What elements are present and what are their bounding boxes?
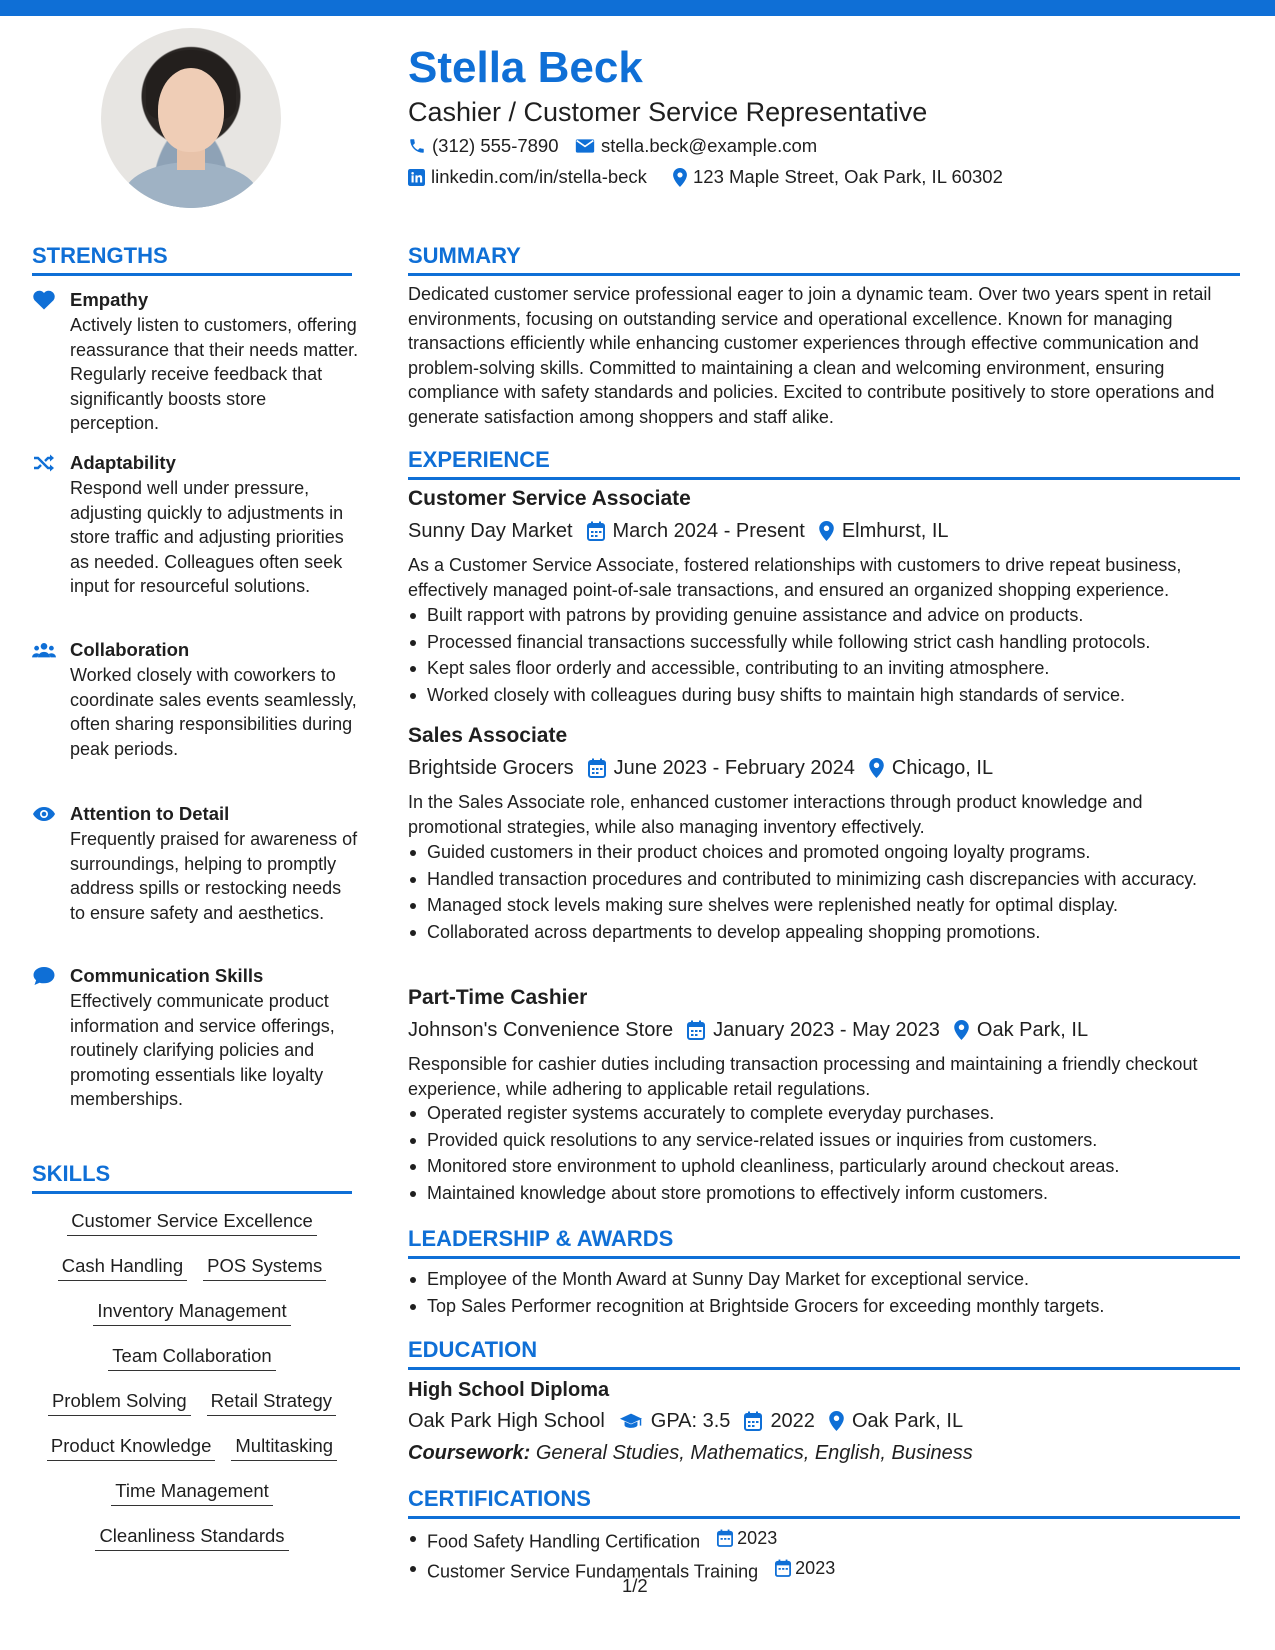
address-text: 123 Maple Street, Oak Park, IL 60302 [693,166,1003,187]
phone-text: (312) 555-7890 [432,135,559,156]
bullet-item: Collaborated across departments to develop appealing shopping promotions. [408,920,1238,945]
certification-year: 2023 [737,1528,778,1548]
education-heading: EDUCATION [408,1337,538,1362]
summary-text: Dedicated customer service professional eager to join a dynamic team. Over two years spent in retail environments, focusing on outstanding service and operational excellence. Known for managing transactions efficiently while enhancing customer experiences through effective communication and problem-solving skills. Committed to maintaining a clean and welcoming environment, ensuring compliance with safety standards and policies. Excited to contribute positively to store operations and generate satisfaction among shoppers and staff alike. [408,284,1215,427]
strength-title: Empathy [70,289,149,310]
skills-row [32,1298,352,1326]
skill-tag: Customer Service Excellence [67,1208,317,1236]
strength-desc: Frequently praised for awareness of surroundings, helping to promptly address spills or restocking needs to ensure safety and aesthetics. [70,829,358,923]
coursework-label: Coursework: [408,1442,531,1464]
skill-tag: POS Systems [203,1253,326,1281]
leadership-rule [408,1256,1240,1259]
heart-icon [32,290,56,310]
page-indicator: 1/2 [622,1575,648,1596]
skills-row [32,1478,352,1506]
education-meta [408,1408,963,1434]
calendar-icon [775,1559,791,1577]
envelope-icon [575,138,595,154]
bullet-item: Employee of the Month Award at Sunny Day Market for exceptional service. [408,1267,1238,1292]
skill-tag: Problem Solving [48,1388,191,1416]
bullet-item: Monitored store environment to uphold cleanliness, particularly around checkout areas. [408,1154,1238,1179]
strength-item [32,802,362,952]
skills-row [32,1208,352,1236]
school-location: Oak Park, IL [851,1410,964,1432]
job-company: Brightside Grocers [408,757,574,779]
location-pin-icon [829,1411,844,1431]
skill-tag: Retail Strategy [207,1388,336,1416]
skill-tag: Product Knowledge [47,1433,215,1461]
bullet-item: Handled transaction procedures and contributed to minimizing cash discrepancies with accuracy. [408,867,1238,892]
job-description: In the Sales Associate role, enhanced customer interactions through product knowledge and promotional strategies, while also managing inventory effectively. [408,792,1143,837]
job-description: Responsible for cashier duties including transaction processing and maintaining a friendly checkout experience, while adhering to applicable retail regulations. [408,1054,1198,1099]
calendar-icon [687,1020,705,1040]
job-title: Customer Service Associate [408,487,691,510]
location-pin-icon [954,1020,969,1040]
leadership-heading: LEADERSHIP & AWARDS [408,1226,674,1251]
skill-tag: Team Collaboration [108,1343,275,1371]
skills-row [32,1523,352,1551]
bullet-item: Top Sales Performer recognition at Brightside Grocers for exceeding monthly targets. [408,1294,1238,1319]
calendar-icon [588,758,606,778]
skills-row [32,1388,352,1416]
location-pin-icon [869,758,884,778]
graduation-year: 2022 [770,1410,815,1432]
degree-title: High School Diploma [408,1379,610,1401]
bullet-item: Kept sales floor orderly and accessible, contributing to an inviting atmosphere. [408,656,1238,681]
bullet-item: Guided customers in their product choices and promoted ongoing loyalty programs. [408,840,1238,865]
strengths-heading: STRENGTHS [32,243,168,268]
location-pin-icon [819,521,834,541]
eye-icon [32,804,56,824]
job-description: As a Customer Service Associate, fostered relationships with customers to drive repeat business, effectively managed point-of-sale transactions, and ensured an organized shopping experience. [408,555,1182,600]
education-rule [408,1367,1240,1370]
skills-heading: SKILLS [32,1161,111,1186]
strength-desc: Respond well under pressure, adjusting quickly to adjustments in store traffic and adjusting priorities as needed. Colleagues often seek input for resourceful solutions. [70,478,344,596]
certification-item [408,1556,1238,1584]
skills-row [32,1433,352,1461]
certifications-heading: CERTIFICATIONS [408,1486,591,1511]
job-title: Sales Associate [408,724,568,747]
skills-row [32,1343,352,1371]
bullet-item: Built rapport with patrons by providing genuine assistance and advice on products. [408,603,1238,628]
certification-date [775,1556,835,1581]
skill-tag: Time Management [111,1478,273,1506]
location-pin-icon [673,168,687,187]
address-contact [673,165,1003,189]
strength-item [32,288,362,438]
skill-tag: Cleanliness Standards [95,1523,288,1551]
strength-item [32,638,362,788]
strengths-rule [32,273,352,276]
candidate-role: Cashier / Customer Service Representative [408,97,928,127]
strength-desc: Effectively communicate product information and service offerings, routinely clarifying policies and promoting essentials like loyalty memberships. [70,991,335,1109]
job-company: Sunny Day Market [408,520,573,542]
shuffle-icon [32,453,56,473]
strength-desc: Worked closely with coworkers to coordinate sales events seamlessly, often sharing responsibilities during peak periods. [70,665,357,759]
job-location: Elmhurst, IL [841,520,949,542]
email-text: stella.beck@example.com [601,135,818,156]
job-meta [408,1017,1088,1043]
calendar-icon [587,521,605,541]
certifications-list [408,1526,1238,1586]
school-name: Oak Park High School [408,1410,605,1432]
skills-row [32,1253,352,1281]
skill-tag: Multitasking [231,1433,337,1461]
strength-item [32,451,362,621]
job-company: Johnson's Convenience Store [408,1019,674,1041]
users-icon [32,640,56,660]
job-dates: June 2023 - February 2024 [613,757,855,779]
certification-item [408,1526,1238,1554]
coursework-text: General Studies, Mathematics, English, Business [535,1442,973,1464]
summary-rule [408,273,1240,276]
strength-title: Collaboration [70,639,190,660]
job-location: Oak Park, IL [976,1019,1089,1041]
calendar-icon [717,1529,733,1547]
job-bullets [408,603,1238,709]
job-dates: January 2023 - May 2023 [713,1019,940,1041]
leadership-bullets [408,1267,1238,1320]
strength-title: Adaptability [70,452,176,473]
coursework-line [408,1440,973,1466]
calendar-icon [744,1411,762,1431]
photo-face [158,68,224,152]
bullet-item: Worked closely with colleagues during busy shifts to maintain high standards of service. [408,683,1238,708]
chat-bubble-icon [32,966,56,986]
job-meta [408,518,949,544]
bullet-item: Operated register systems accurately to complete everyday purchases. [408,1101,1238,1126]
strength-desc: Actively listen to customers, offering reassurance that their needs matter. Regularly receive feedback that significantly boosts store perception. [70,315,359,433]
skill-tag: Inventory Management [93,1298,290,1326]
job-title: Part-Time Cashier [408,986,588,1009]
phone-contact[interactable] [408,134,559,158]
job-location: Chicago, IL [891,757,994,779]
skill-tag: Cash Handling [58,1253,187,1281]
skills-rule [32,1191,352,1194]
bullet-item: Provided quick resolutions to any service-related issues or inquiries from customers. [408,1128,1238,1153]
job-bullets [408,840,1238,946]
job-bullets [408,1101,1238,1207]
bullet-item: Maintained knowledge about store promotions to effectively inform customers. [408,1181,1238,1206]
email-contact[interactable] [575,134,817,158]
certification-name: Food Safety Handling Certification [427,1531,701,1552]
strength-title: Communication Skills [70,965,264,986]
bullet-item: Processed financial transactions successfully while following strict cash handling protocols. [408,630,1238,655]
linkedin-icon [408,169,425,186]
candidate-name: Stella Beck [408,43,643,92]
linkedin-text: linkedin.com/in/stella-beck [431,166,647,187]
job-dates: March 2024 - Present [612,520,805,542]
gpa-text: GPA: 3.5 [650,1410,731,1432]
certification-date [717,1526,777,1551]
graduation-cap-icon [619,1412,643,1430]
phone-icon [408,137,426,155]
bullet-item: Managed stock levels making sure shelves were replenished neatly for optimal display. [408,893,1238,918]
strength-title: Attention to Detail [70,803,230,824]
linkedin-contact[interactable] [408,165,647,189]
job-meta [408,755,993,781]
top-accent-bar [0,0,1275,16]
certification-year: 2023 [795,1557,836,1578]
strength-item [32,964,362,1139]
profile-photo [101,28,281,208]
summary-heading: SUMMARY [408,243,521,268]
certifications-rule [408,1516,1240,1519]
experience-heading: EXPERIENCE [408,447,550,472]
certification-name: Customer Service Fundamentals Training [427,1561,759,1581]
experience-rule [408,477,1240,480]
